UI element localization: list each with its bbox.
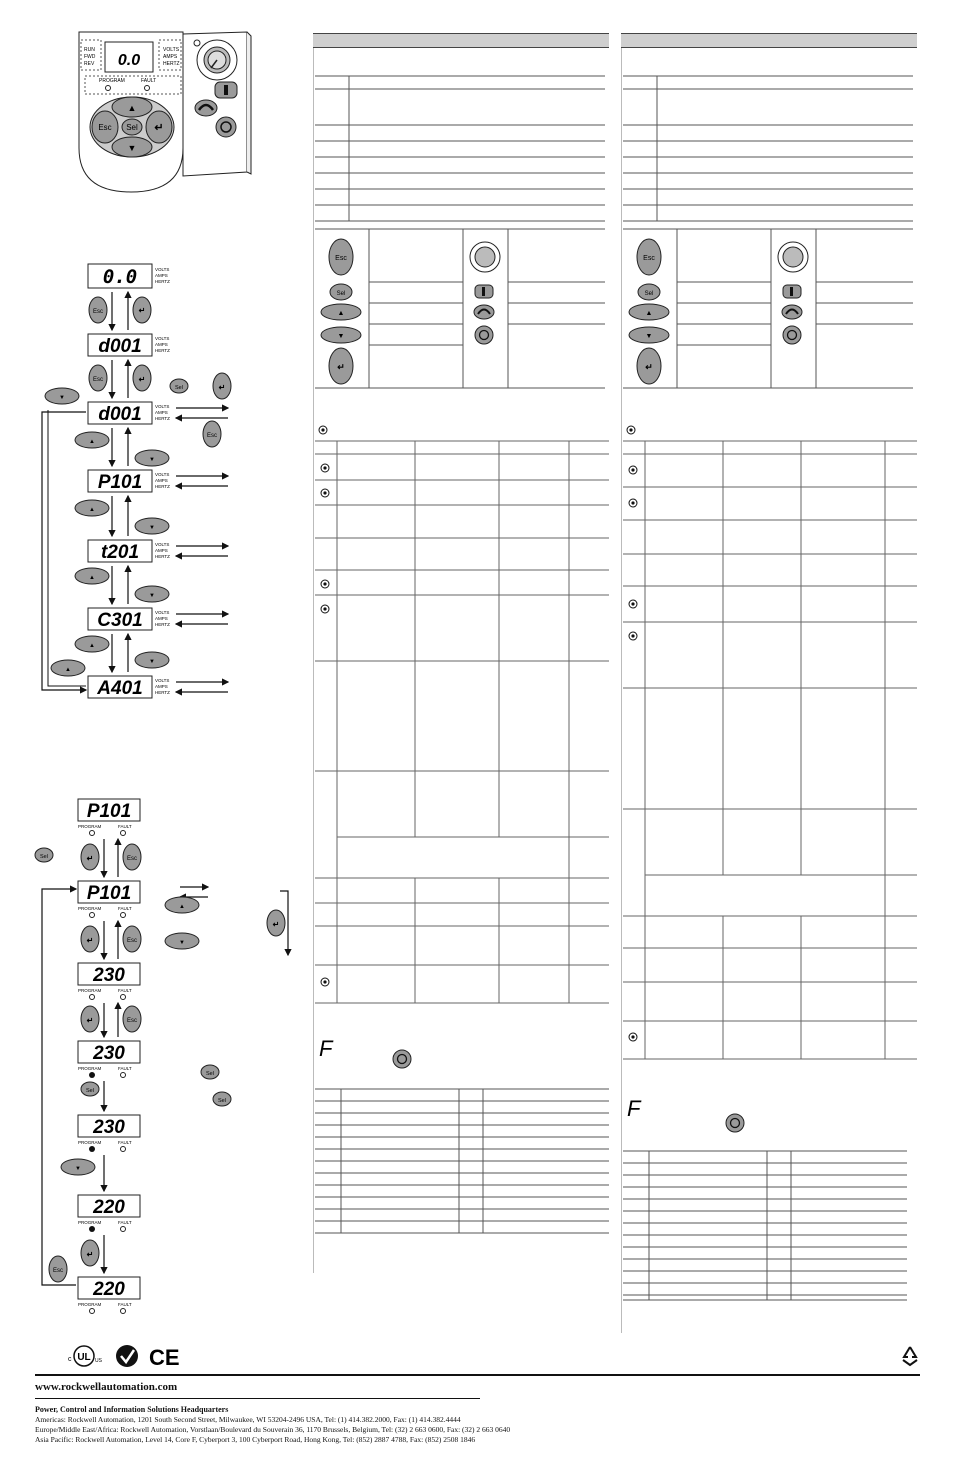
key-esc-b — [89, 365, 107, 391]
display-6 — [88, 676, 170, 699]
svg-text:c: c — [68, 1356, 72, 1363]
key-down-4 — [135, 652, 169, 668]
param-key-enter-4 — [81, 1240, 99, 1266]
reverse-key-icon — [195, 100, 217, 116]
param-key-sel-left — [35, 848, 53, 862]
svg-text:AMPS: AMPS — [155, 410, 168, 415]
svg-text:HERTZ: HERTZ — [155, 622, 170, 627]
param-display-3 — [78, 1041, 140, 1078]
right-stop-icon — [783, 326, 801, 344]
right-stop-symbol-icon — [627, 426, 635, 434]
svg-text:d001: d001 — [98, 404, 142, 425]
key-sel-side — [170, 379, 188, 393]
svg-text:Sel: Sel — [126, 123, 138, 132]
svg-text:Sel: Sel — [644, 291, 654, 297]
param-key-esc-left — [49, 1256, 67, 1282]
right-key-enter-icon — [637, 348, 661, 384]
display-5 — [88, 608, 170, 631]
parameter-edit-diagram — [30, 795, 300, 1315]
svg-text:AMPS: AMPS — [155, 616, 168, 621]
svg-text:P101: P101 — [86, 801, 132, 822]
svg-text:▼: ▼ — [337, 333, 345, 340]
footer-url: www.rockwellautomation.com — [35, 1381, 178, 1393]
footer-americas: Americas: Rockwell Automation, 1201 South Second Street, Milwaukee, WI 53204-2496 USA, Tel: (1) 414.382.2000, Fax: (1) 414.382.4444 — [35, 1415, 461, 1424]
footer-rule — [35, 1374, 920, 1376]
svg-text:Esc: Esc — [92, 309, 104, 315]
display-0 — [88, 264, 170, 288]
svg-text:▲: ▲ — [179, 904, 185, 910]
svg-text:0.0: 0.0 — [102, 266, 138, 288]
svg-text:AMPS: AMPS — [155, 548, 168, 553]
svg-text:AMPS: AMPS — [155, 342, 168, 347]
svg-text:HERTZ: HERTZ — [155, 484, 170, 489]
key-down-3 — [135, 586, 169, 602]
svg-text:PROGRAM: PROGRAM — [78, 1302, 102, 1307]
svg-text:▼: ▼ — [127, 143, 137, 153]
svg-text:▼: ▼ — [149, 525, 155, 531]
left-reverse-icon — [474, 305, 494, 319]
param-key-enter-side — [267, 910, 285, 936]
svg-text:↵: ↵ — [138, 306, 146, 315]
left-key-enter-icon — [329, 348, 353, 384]
param-display-2 — [78, 963, 140, 1000]
svg-text:HERTZ: HERTZ — [155, 348, 170, 353]
svg-text:▼: ▼ — [645, 333, 653, 340]
svg-text:Sel: Sel — [40, 854, 48, 860]
left-stop-icon — [475, 326, 493, 344]
right-fault-stop-icon — [726, 1114, 744, 1132]
svg-text:FAULT: FAULT — [118, 824, 132, 829]
svg-text:C301: C301 — [97, 610, 143, 631]
footer-asia: Asia Pacific: Rockwell Automation, Level 14, Core F, Cyberport 3, 100 Cyberport Road, Hong Kong, Tel: (852) 2887 4788, Fax: (852) 2508 1846 — [35, 1435, 476, 1444]
svg-text:▲: ▲ — [645, 310, 653, 317]
svg-text:↵: ↵ — [218, 383, 226, 392]
param-key-esc-3 — [123, 1006, 141, 1032]
column-left-header — [313, 33, 609, 48]
status-rev: REV — [84, 61, 95, 67]
svg-text:Sel: Sel — [336, 291, 346, 297]
left-key-esc-icon — [329, 239, 353, 275]
svg-text:Esc: Esc — [206, 433, 218, 439]
svg-text:Esc: Esc — [126, 856, 138, 862]
right-start-icon — [783, 285, 801, 298]
unit-volts: VOLTS — [163, 47, 180, 53]
param-key-up-side — [165, 897, 199, 913]
svg-text:FAULT: FAULT — [118, 988, 132, 993]
svg-text:▲: ▲ — [337, 310, 345, 317]
param-key-esc-1 — [123, 844, 141, 870]
svg-text:PROGRAM: PROGRAM — [78, 906, 102, 911]
column-left — [313, 33, 609, 1333]
svg-text:VOLTS: VOLTS — [155, 610, 170, 615]
param-key-sel-mid — [81, 1082, 99, 1096]
svg-text:d001: d001 — [98, 336, 142, 357]
right-pot-icon — [778, 242, 808, 272]
param-key-esc-2 — [123, 926, 141, 952]
svg-text:▲: ▲ — [89, 575, 95, 581]
display-4 — [88, 540, 170, 563]
param-display-6 — [78, 1277, 140, 1314]
keypad-illustration — [75, 28, 255, 198]
svg-text:220: 220 — [93, 1279, 125, 1300]
left-stop-symbol-icon — [319, 426, 327, 434]
c-tick-mark-icon — [116, 1345, 138, 1367]
footer-hq-title: Power, Control and Information Solutions Headquarters — [35, 1405, 229, 1414]
footer-addresses — [35, 1405, 595, 1445]
key-up-5 — [51, 660, 85, 676]
right-reverse-icon — [782, 305, 802, 319]
svg-text:VOLTS: VOLTS — [155, 336, 170, 341]
svg-text:FAULT: FAULT — [118, 1220, 132, 1225]
svg-text:230: 230 — [93, 965, 125, 986]
svg-text:FAULT: FAULT — [118, 1066, 132, 1071]
svg-text:PROGRAM: PROGRAM — [78, 1066, 102, 1071]
svg-text:FAULT: FAULT — [118, 1140, 132, 1145]
svg-text:↵: ↵ — [154, 122, 164, 134]
key-enter-a — [133, 297, 151, 323]
param-display-0 — [78, 799, 140, 836]
right-fault-glyph: F — [627, 1096, 641, 1121]
param-key-enter-3 — [81, 1006, 99, 1032]
column-right-header — [621, 33, 917, 48]
left-fault-glyph: F — [319, 1036, 333, 1061]
display-1 — [88, 334, 170, 357]
svg-text:▲: ▲ — [89, 439, 95, 445]
param-display-4 — [78, 1115, 140, 1152]
svg-text:VOLTS: VOLTS — [155, 267, 170, 272]
svg-text:US: US — [95, 1358, 102, 1364]
svg-text:▼: ▼ — [149, 659, 155, 665]
left-table-stop-icons — [321, 464, 329, 986]
svg-text:Sel: Sel — [86, 1088, 94, 1094]
svg-text:HERTZ: HERTZ — [155, 690, 170, 695]
svg-text:t201: t201 — [100, 542, 140, 563]
svg-text:▲: ▲ — [89, 507, 95, 513]
svg-text:P101: P101 — [97, 472, 143, 493]
left-key-sel-icon — [330, 284, 352, 300]
key-down-left — [45, 388, 79, 404]
svg-text:▲: ▲ — [89, 643, 95, 649]
unit-amps: AMPS — [163, 54, 178, 60]
svg-text:▲: ▲ — [65, 667, 71, 673]
svg-text:FAULT: FAULT — [118, 906, 132, 911]
svg-text:VOLTS: VOLTS — [155, 404, 170, 409]
svg-text:Esc: Esc — [92, 377, 104, 383]
svg-text:PROGRAM: PROGRAM — [78, 1140, 102, 1145]
svg-text:▲: ▲ — [127, 103, 137, 113]
svg-text:▼: ▼ — [149, 593, 155, 599]
svg-text:↵: ↵ — [337, 362, 345, 372]
svg-text:↵: ↵ — [272, 920, 280, 929]
svg-text:220: 220 — [93, 1197, 125, 1218]
key-down-1 — [135, 450, 169, 466]
key-up-2 — [75, 500, 109, 516]
svg-text:↵: ↵ — [86, 1250, 94, 1259]
svg-text:Esc: Esc — [98, 123, 112, 132]
svg-text:HERTZ: HERTZ — [155, 279, 170, 284]
param-key-enter-1 — [81, 844, 99, 870]
svg-text:HERTZ: HERTZ — [155, 554, 170, 559]
svg-text:AMPS: AMPS — [155, 684, 168, 689]
left-start-icon — [475, 285, 493, 298]
keypad-display-value: 0.0 — [117, 52, 141, 69]
svg-text:↵: ↵ — [86, 854, 94, 863]
svg-text:A401: A401 — [97, 678, 143, 699]
stop-key-icon — [216, 117, 236, 137]
ul-mark-icon — [68, 1346, 103, 1366]
status-fwd: FWD — [84, 54, 96, 60]
left-key-up-icon — [321, 304, 361, 320]
svg-text:PROGRAM: PROGRAM — [78, 824, 102, 829]
key-esc-side — [203, 421, 221, 447]
svg-text:Esc: Esc — [52, 1268, 64, 1274]
svg-text:Esc: Esc — [126, 1018, 138, 1024]
svg-text:HERTZ: HERTZ — [155, 416, 170, 421]
svg-text:VOLTS: VOLTS — [155, 472, 170, 477]
svg-text:VOLTS: VOLTS — [155, 542, 170, 547]
svg-text:Esc: Esc — [335, 255, 347, 262]
svg-text:↵: ↵ — [645, 362, 653, 372]
status-run: RUN — [84, 47, 95, 53]
footer-europe: Europe/Middle East/Africa: Rockwell Automation, Vorstlaan/Boulevard du Souverain 36, 1170 Brussels, Belgium, Tel: (32) 2 663 0600, Fax: (32) 2 663 0640 — [35, 1425, 511, 1434]
param-key-down-mid — [61, 1159, 95, 1175]
param-key-sel-right-b — [213, 1092, 231, 1106]
key-up-1 — [75, 432, 109, 448]
fault-label: FAULT — [141, 78, 157, 84]
svg-text:Sel: Sel — [175, 385, 183, 391]
footer-subrule — [35, 1398, 480, 1399]
svg-text:P101: P101 — [86, 883, 132, 904]
key-down-2 — [135, 518, 169, 534]
key-enter-side — [213, 373, 231, 399]
svg-text:↵: ↵ — [86, 936, 94, 945]
key-esc-a — [89, 297, 107, 323]
column-right — [621, 33, 917, 1333]
svg-text:230: 230 — [93, 1043, 125, 1064]
right-table-stop-icons — [629, 466, 637, 1041]
left-pot-icon — [470, 242, 500, 272]
svg-text:FAULT: FAULT — [118, 1302, 132, 1307]
svg-text:▼: ▼ — [59, 395, 65, 401]
left-fault-stop-icon — [393, 1050, 411, 1068]
key-up-3 — [75, 568, 109, 584]
right-key-sel-icon — [638, 284, 660, 300]
right-key-esc-icon — [637, 239, 661, 275]
ce-mark-icon: CE — [149, 1345, 180, 1370]
svg-text:↵: ↵ — [138, 375, 146, 384]
svg-text:▼: ▼ — [179, 940, 185, 946]
left-key-down-icon — [321, 327, 361, 343]
key-enter-b — [133, 365, 151, 391]
right-key-up-icon — [629, 304, 669, 320]
unit-hertz: HERTZ — [163, 61, 180, 67]
svg-text:▼: ▼ — [149, 457, 155, 463]
svg-text:▼: ▼ — [75, 1166, 81, 1172]
svg-text:UL: UL — [77, 1352, 91, 1363]
svg-text:Esc: Esc — [126, 938, 138, 944]
svg-text:AMPS: AMPS — [155, 478, 168, 483]
svg-text:230: 230 — [93, 1117, 125, 1138]
svg-text:PROGRAM: PROGRAM — [78, 988, 102, 993]
param-display-1 — [78, 881, 140, 918]
recycle-icon — [898, 1344, 922, 1368]
svg-text:Sel: Sel — [218, 1098, 226, 1104]
param-display-5 — [78, 1195, 140, 1232]
display-3 — [88, 470, 170, 493]
key-up-4 — [75, 636, 109, 652]
svg-text:AMPS: AMPS — [155, 273, 168, 278]
svg-text:↵: ↵ — [86, 1016, 94, 1025]
param-key-enter-2 — [81, 926, 99, 952]
menu-navigation-diagram — [36, 262, 236, 702]
right-key-down-icon — [629, 327, 669, 343]
certification-marks — [35, 1343, 235, 1371]
program-label: PROGRAM — [99, 78, 125, 84]
display-2 — [88, 402, 170, 425]
svg-text:PROGRAM: PROGRAM — [78, 1220, 102, 1225]
param-key-down-side — [165, 933, 199, 949]
svg-text:VOLTS: VOLTS — [155, 678, 170, 683]
param-key-sel-right-a — [201, 1065, 219, 1079]
svg-text:Sel: Sel — [206, 1071, 214, 1077]
svg-text:Esc: Esc — [643, 255, 655, 262]
